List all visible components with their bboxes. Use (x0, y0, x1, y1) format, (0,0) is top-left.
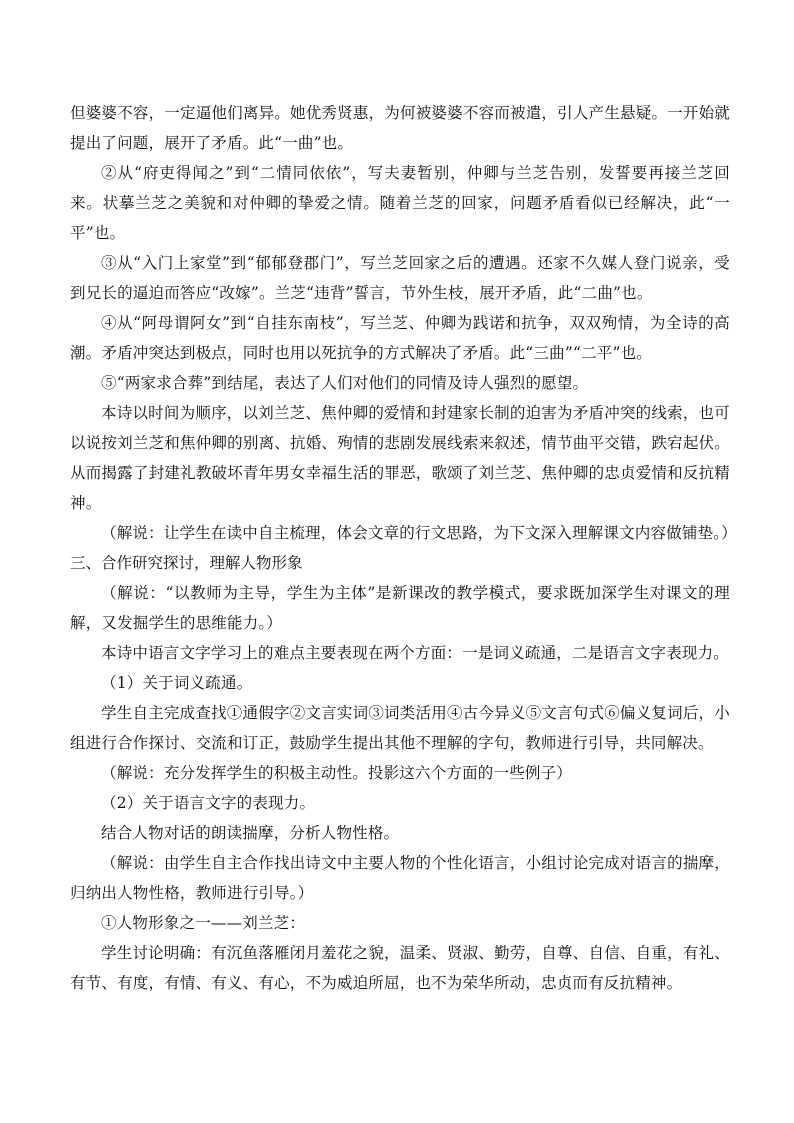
subheading-character-liu-lanzhi: ①人物形象之一——刘兰芝： (101, 914, 306, 932)
paragraph-note-teaching-mode: （解说：“以教师为主导，学生为主体”是新课改的教学模式，要求既加深学生对课文的理解，又发掘学生的思维能力。） (70, 584, 730, 632)
section-heading-character-analysis: 三、合作研究探讨，理解人物形象 (70, 554, 303, 572)
paragraph-plot-ending: ⑤“两家求合葬”到结尾，表达了人们对他们的同情及诗人强烈的愿望。 (101, 374, 589, 392)
paragraph-note-character-language: （解说：由学生自主合作找出诗文中主要人物的个性化语言，小组讨论完成对语言的揣摩，归纳出人物性格，教师进行引导。） (70, 854, 730, 902)
paragraph-plot-climax: ④从“阿母谓阿女”到“自挂东南枝”，写兰芝、仲卿为践诺和抗争，双双殉情，为全诗的高潮。矛盾冲突达到极点，同时也用以死抗争的方式解决了矛盾。此“三曲”“二平”也。 (70, 314, 730, 362)
subheading-word-meaning: （1）关于词义疏通。 (101, 674, 253, 692)
paragraph-plot-first-twist: 但婆婆不容，一定逼他们离异。她优秀贤惠，为何被婆婆不容而被遣，引人产生悬疑。一开始就提出了问题，展开了矛盾。此“一曲”也。 (70, 104, 730, 152)
paragraph-language-difficulties: 本诗中语言文字学习上的难点主要表现在两个方面：一是词义疏通，二是语言文字表现力。 (101, 644, 730, 662)
paragraph-liu-lanzhi-traits: 学生讨论明确：有沉鱼落雁闭月羞花之貌，温柔、贤淑、勤劳，自尊、自信、自重，有礼、有节、有度，有情、有义、有心，不为威迫所屈，也不为荣华所动，忠贞而有反抗精神。 (70, 944, 730, 992)
paragraph-plot-first-calm: ②从“府吏得闻之”到“二情同依依”，写夫妻暂别，仲卿与兰芝告别，发誓要再接兰芝回来。状摹兰芝之美貌和对仲卿的挚爱之情。随着兰芝的回家，问题矛盾看似已经解决，此“一平”也。 (70, 164, 730, 242)
paragraph-plot-second-twist: ③从“入门上家堂”到“郁郁登郡门”，写兰芝回家之后的遭遇。还家不久媒人登门说亲，受到兄长的逼迫而答应“改嫁”。兰芝“违背”誓言，节外生枝，展开矛盾，此“二曲”也。 (70, 254, 730, 302)
paragraph-student-tasks: 学生自主完成查找①通假字②文言实词③词类活用④古今异义⑤文言句式⑥偏义复词后，小组进行合作探讨、交流和订正，鼓励学生提出其他不理解的字句，教师进行引导，共同解决。 (70, 704, 730, 752)
subheading-language-expression: （2）关于语言文字的表现力。 (101, 794, 316, 812)
paragraph-dialogue-reading: 结合人物对话的朗读揣摩，分析人物性格。 (101, 824, 400, 842)
paragraph-note-reading: （解说：让学生在读中自主梳理，体会文章的行文思路，为下文深入理解课文内容做铺垫。） (101, 524, 737, 542)
document-page (70, 98, 737, 998)
paragraph-note-initiative: （解说：充分发挥学生的积极主动性。投影这六个方面的一些例子） (101, 764, 573, 782)
paragraph-plot-summary: 本诗以时间为顺序，以刘兰芝、焦仲卿的爱情和封建家长制的迫害为矛盾冲突的线索，也可以说按刘兰芝和焦仲卿的别离、抗婚、殉情的悲剧发展线索来叙述，情节曲平交错，跌宕起伏。从而揭露了封建礼教破坏青年男女幸福生活的罪恶，歌颂了刘兰芝、焦仲卿的忠贞爱情和反抗精神。 (70, 404, 730, 512)
